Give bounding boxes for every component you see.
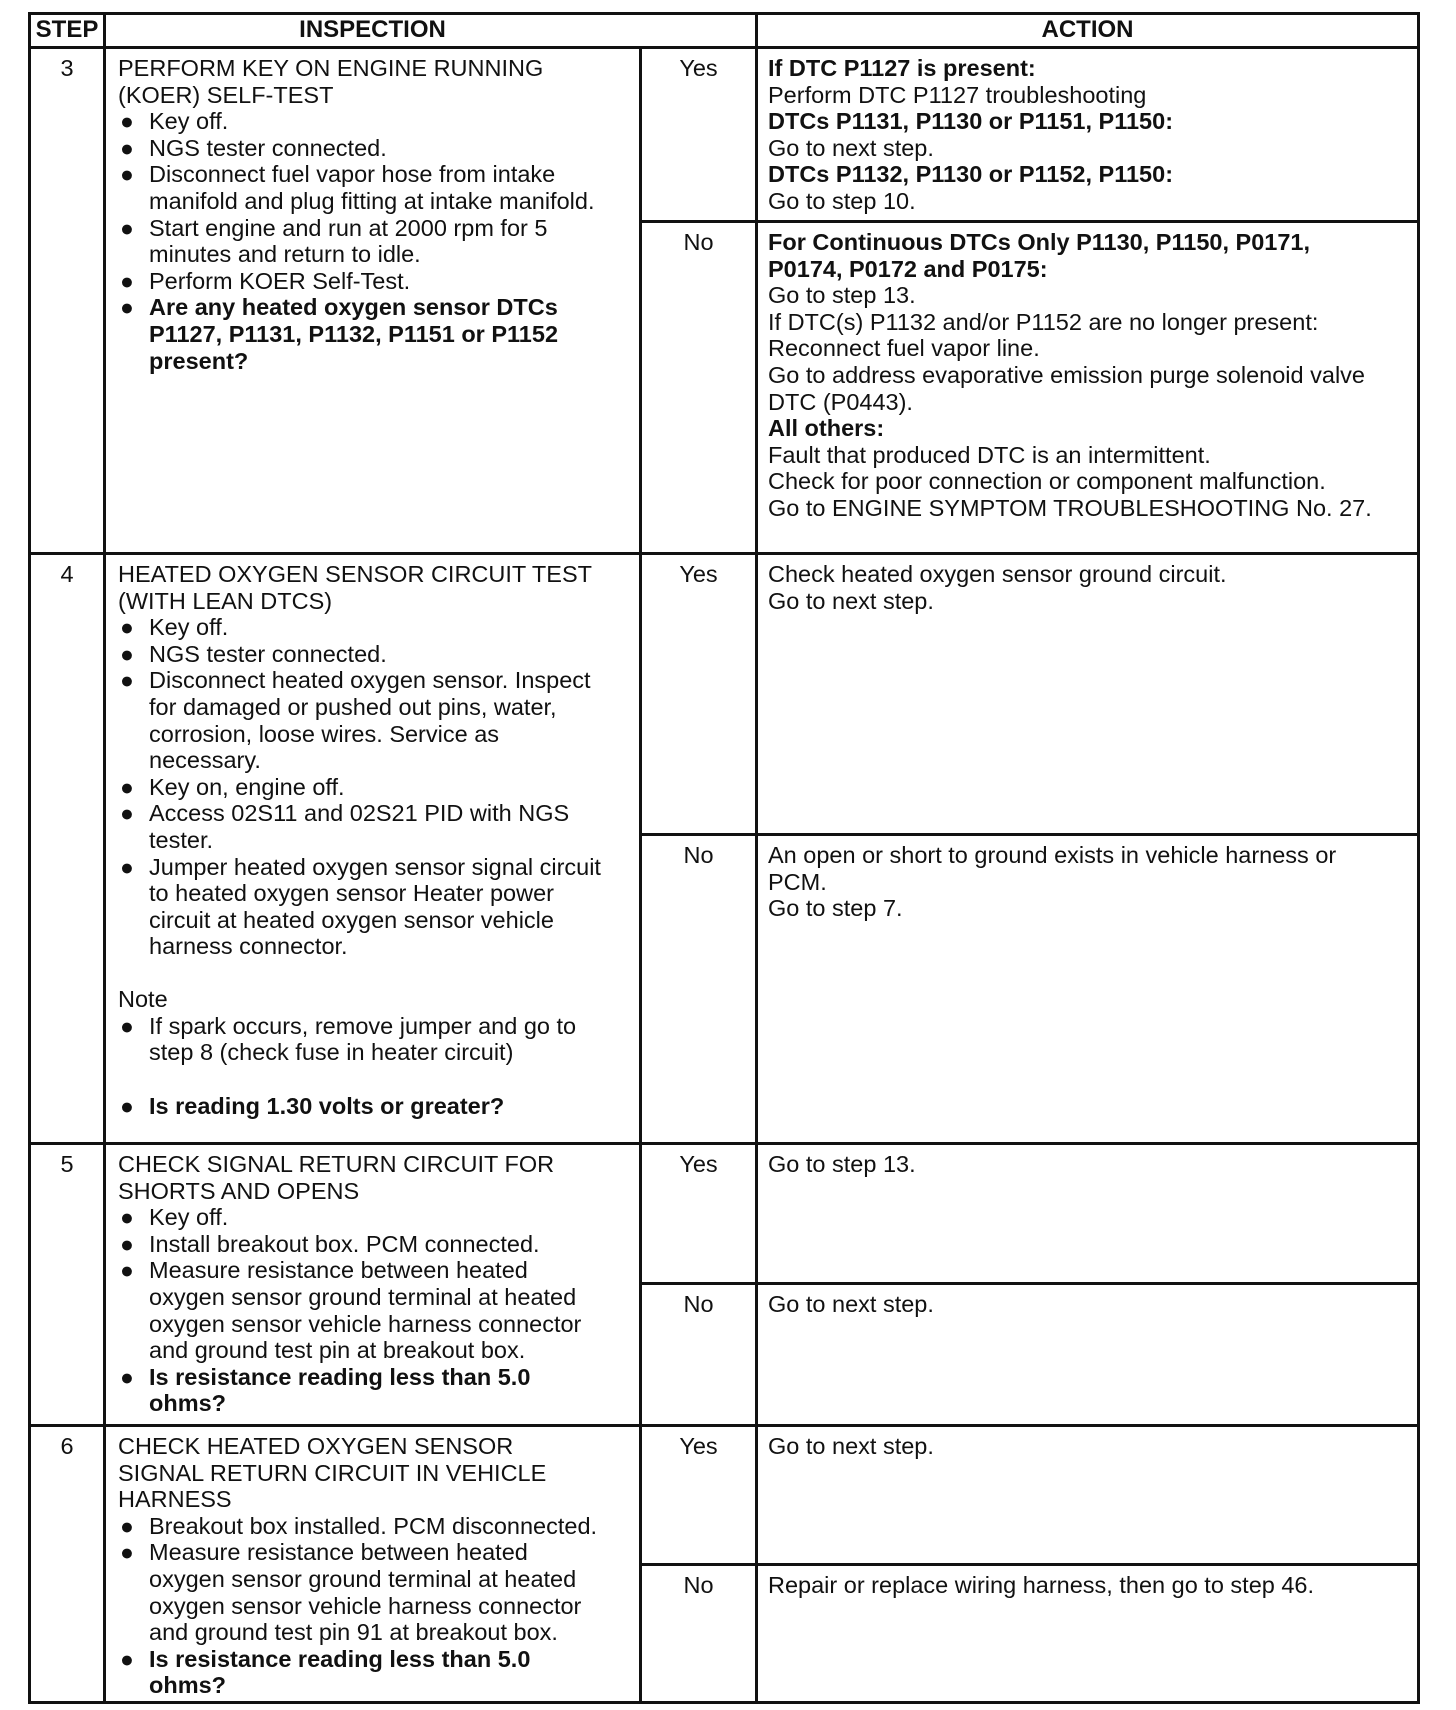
bullet-icon: ● <box>120 108 134 135</box>
step-title-line: PERFORM KEY ON ENGINE RUNNING <box>118 55 544 81</box>
inspection-cell <box>106 49 639 374</box>
bullet-icon: ● <box>120 800 134 827</box>
no-label: No <box>683 1291 714 1317</box>
bullet-icon: ● <box>120 1363 134 1390</box>
step-title-line: SHORTS AND OPENS <box>118 1177 360 1204</box>
yes-label: Yes <box>679 1433 718 1459</box>
bullet-item: ● Install breakout box. PCM connected. <box>120 1230 540 1257</box>
step-title-line: SIGNAL RETURN CIRCUIT IN VEHICLE <box>118 1459 547 1486</box>
bullet-item: ● Breakout box installed. PCM disconnected. <box>120 1512 598 1539</box>
step-title-line: CHECK HEATED OXYGEN SENSOR <box>118 1433 514 1459</box>
yes-label: Yes <box>679 561 718 587</box>
step-title-line: CHECK SIGNAL RETURN CIRCUIT FOR <box>118 1151 555 1177</box>
step-title-line: HARNESS <box>118 1486 232 1513</box>
no-label: No <box>683 1572 714 1598</box>
bullet-icon: ● <box>120 1204 134 1231</box>
bullet-icon: ● <box>120 1012 134 1039</box>
bullet-icon: ● <box>120 1230 134 1257</box>
bullet-icon: ● <box>120 773 134 800</box>
step-number: 5 <box>60 1151 74 1177</box>
bullet-icon: ● <box>120 134 134 161</box>
bullet-item: ● Access 02S11 and 02S21 PID with NGS tester. <box>120 800 570 853</box>
bullet-item: ● Key off. <box>120 1204 229 1231</box>
bullet-item: ● Disconnect heated oxygen sensor. Inspect for damaged or pushed out pins, water, corrosion, loose wires. Service as necessary. <box>120 667 591 774</box>
bullet-question: ● Is reading 1.30 volts or greater? <box>120 1092 505 1119</box>
yes-label: Yes <box>679 1151 718 1177</box>
step-title-line: HEATED OXYGEN SENSOR CIRCUIT TEST <box>118 561 592 587</box>
header-inspection: INSPECTION <box>299 16 446 43</box>
no-label: No <box>683 842 714 868</box>
no-action-cell: An open or short to ground exists in vehicle harness or PCM. Go to step 7. <box>768 842 1337 922</box>
step-title-line: (WITH LEAN DTCS) <box>118 587 333 614</box>
bullet-item: ● Jumper heated oxygen sensor signal circuit to heated oxygen sensor Heater power circuit at heated oxygen sensor vehicle harness connector. <box>120 853 601 960</box>
spacer <box>118 1066 629 1093</box>
bullet-question: ● Is resistance reading less than 5.0 ohms? <box>120 1363 531 1417</box>
bullet-icon: ● <box>120 1512 134 1539</box>
bullet-icon: ● <box>120 214 134 241</box>
no-action-cell: Repair or replace wiring harness, then go to step 46. <box>768 1572 1315 1598</box>
step-title-line: (KOER) SELF-TEST <box>118 81 334 108</box>
inspection-cell <box>106 1427 639 1699</box>
bullet-item: ● NGS tester connected. <box>120 134 387 161</box>
bullet-item: ● Start engine and run at 2000 rpm for 5 minutes and return to idle. <box>120 214 548 268</box>
step-number: 4 <box>60 561 74 587</box>
header-action: ACTION <box>1041 16 1134 43</box>
bullet-icon: ● <box>120 1092 134 1119</box>
yes-action-cell: Check heated oxygen sensor ground circuit. Go to next step. <box>768 561 1227 614</box>
table-border-right <box>1417 12 1420 1704</box>
note-label: Note <box>118 985 168 1012</box>
bullet-icon: ● <box>120 640 134 667</box>
step-number: 3 <box>60 55 74 81</box>
bullet-icon: ● <box>120 294 134 321</box>
spacer <box>118 960 629 986</box>
bullet-icon: ● <box>120 1257 134 1284</box>
note-bullet: ● If spark occurs, remove jumper and go to step 8 (check fuse in heater circuit) <box>120 1012 577 1066</box>
bullet-item: ● Measure resistance between heated oxygen sensor ground terminal at heated oxygen sensor vehicle harness connector and ground test pin at breakout box. <box>120 1257 582 1364</box>
step-number: 6 <box>60 1433 74 1459</box>
bullet-icon: ● <box>120 667 134 694</box>
bullet-item: ● Disconnect fuel vapor hose from intake manifold and plug fitting at intake manifold. <box>120 161 595 214</box>
bullet-item: ● Measure resistance between heated oxygen sensor ground terminal at heated oxygen sensor vehicle harness connector and ground test pin 91 at breakout box. <box>120 1539 582 1646</box>
no-action-cell: For Continuous DTCs Only P1130, P1150, P0171, P0174, P0172 and P0175: Go to step 13. If DTC(s) P1132 and/or P1152 are no longer present: Reconnect fuel vapor line. Go to address evaporative emission purge solenoid valve DTC (P0443). All others: Fault that produced DTC is an intermittent. Check for poor connection or component malfunction. Go to ENGINE SYMPTOM TROUBLESHOOTING No. 27. <box>768 229 1372 521</box>
bullet-item: ● Perform KOER Self-Test. <box>120 267 411 294</box>
bullet-question: ● Are any heated oxygen sensor DTCs P1127, P1131, P1132, P1151 or P1152 present? <box>120 294 559 374</box>
bullet-item: ● Key off. <box>120 108 229 135</box>
yes-action-cell: Go to step 13. <box>768 1151 916 1177</box>
yes-action-cell: If DTC P1127 is present: Perform DTC P1127 troubleshooting DTCs P1131, P1130 or P1151, P1150: Go to next step. DTCs P1132, P1130 or P1152, P1150: Go to step 10. <box>768 55 1174 214</box>
bullet-icon: ● <box>120 853 134 880</box>
yes-action-cell: Go to next step. <box>768 1433 934 1459</box>
bullet-icon: ● <box>120 1645 134 1672</box>
no-label: No <box>683 229 714 255</box>
bullet-question: ● Is resistance reading less than 5.0 ohms? <box>120 1645 531 1699</box>
bullet-icon: ● <box>120 614 134 641</box>
inspection-cell <box>106 555 639 1119</box>
bullet-icon: ● <box>120 1539 134 1566</box>
bullet-item: ● NGS tester connected. <box>120 640 387 667</box>
no-action-cell: Go to next step. <box>768 1291 934 1317</box>
bullet-item: ● Key off. <box>120 614 229 641</box>
bullet-icon: ● <box>120 161 134 188</box>
diagnostic-table <box>28 12 1420 1704</box>
header-step: STEP <box>35 16 99 43</box>
table-border-bottom <box>28 1701 1420 1704</box>
inspection-cell <box>106 1145 639 1417</box>
bullet-icon: ● <box>120 267 134 294</box>
bullet-item: ● Key on, engine off. <box>120 773 345 800</box>
yes-label: Yes <box>679 55 718 81</box>
